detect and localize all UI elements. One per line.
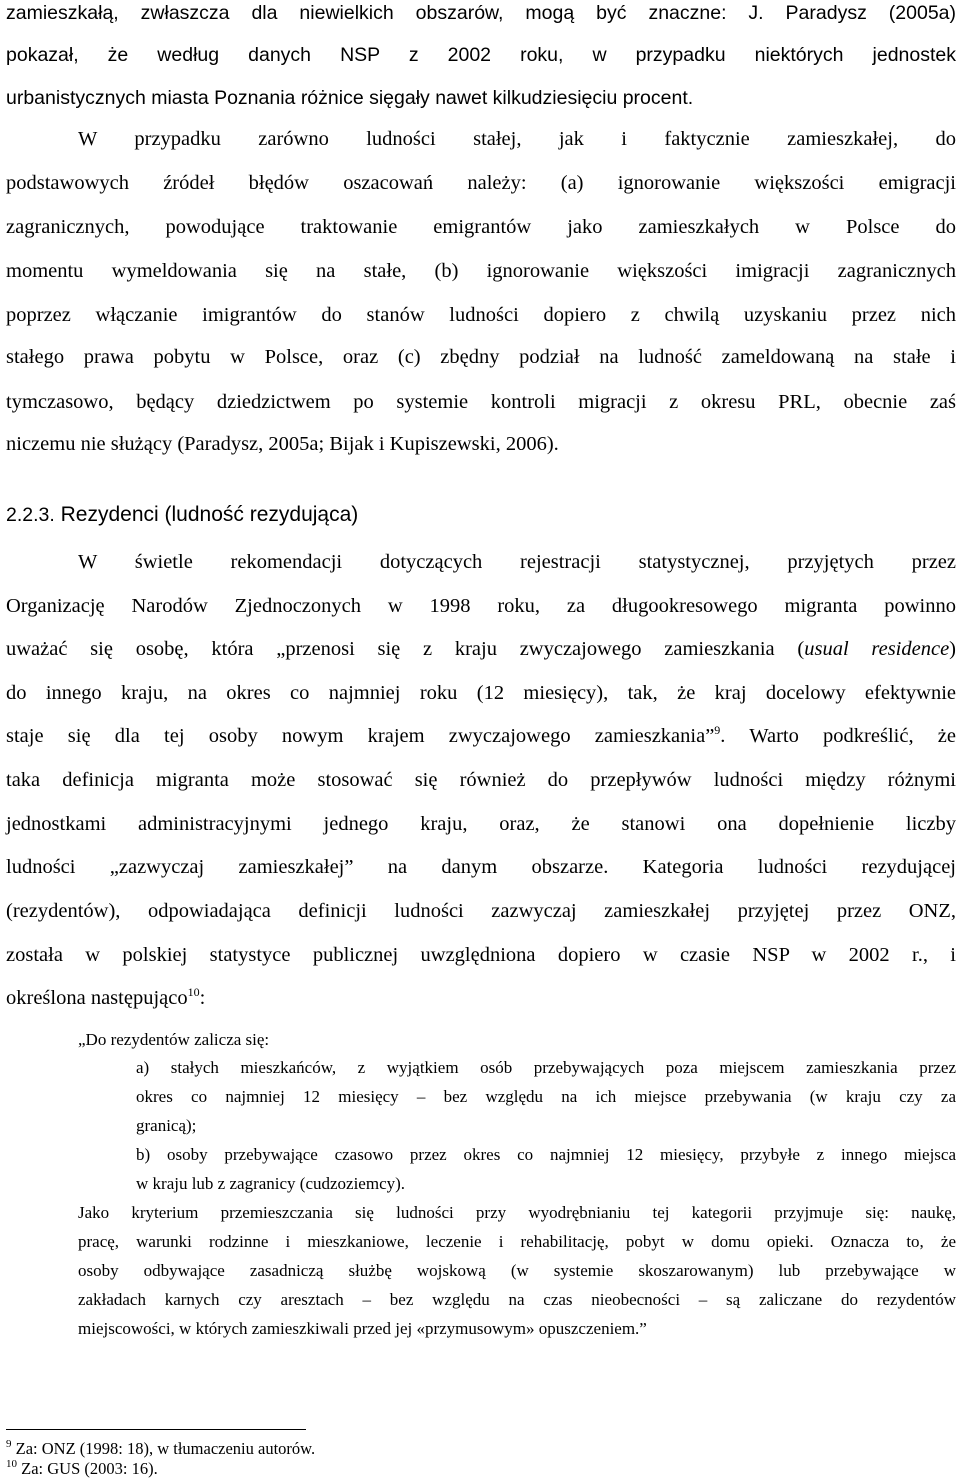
para1-line-4: momentu wymeldowania się na stałe, (b) ignorowanie większości imigracji zagranicznych <box>6 260 956 282</box>
quote-item-a-line-3: granicą); <box>136 1116 197 1135</box>
footnote-10 <box>6 1458 158 1478</box>
para2-line-8: ludności „zazwyczaj zamieszkałej” na danym obszarze. Kategoria ludności rezydującej <box>6 856 956 878</box>
para2-line-11-b: : <box>199 987 206 1009</box>
para2-line-7: jednostkami administracyjnymi jednego kraju, oraz, że stanowi ona dopełnienie liczby <box>6 813 956 835</box>
para2-line-6: taka definicja migranta może stosować się również do przepływów ludności między różnymi <box>6 769 956 791</box>
para1-line-8: niczemu nie służący (Paradysz, 2005a; Bijak i Kupiszewski, 2006). <box>6 433 559 455</box>
para2-line-3-a: uważać się osobę, która „przenosi się z kraju zwyczajowego zamieszkania ( <box>6 638 805 660</box>
para2-line-1: W świetle rekomendacji dotyczących rejestracji statystycznej, przyjętych przez <box>78 551 956 573</box>
quote-criteria-line-4: zakładach karnych czy aresztach – bez względu na czas nieobecności – są zaliczane do rezydentów <box>78 1290 956 1309</box>
footnote-9-text: Za: ONZ (1998: 18), w tłumaczeniu autorów. <box>15 1439 316 1458</box>
quote-criteria-line-1: Jako kryterium przemieszczania się ludności przy wyodrębnianiu tej kategorii przyjmuje się: naukę, <box>78 1203 956 1222</box>
para2-line-9: (rezydentów), odpowiadająca definicji ludności zazwyczaj zamieszkałej przyjętej przez ONZ, <box>6 900 956 922</box>
footnote-9 <box>6 1439 315 1459</box>
para1-line-1: W przypadku zarówno ludności stałej, jak i faktycznie zamieszkałej, do <box>78 128 956 150</box>
para1-line-5: poprzez włączanie imigrantów do stanów ludności dopiero z chwilą uzyskaniu przez nich <box>6 304 956 326</box>
usual-residence-term: usual residence <box>804 638 950 660</box>
quote-item-a-line-1: a) stałych mieszkańców, z wyjątkiem osób przebywających poza miejscem zamieszkania przez <box>136 1058 956 1077</box>
para2-line-5 <box>6 725 956 748</box>
para2-line-4: do innego kraju, na okres co najmniej roku (12 miesięcy), tak, że kraj docelowy efektywnie <box>6 682 956 704</box>
footnote-10-text: Za: GUS (2003: 16). <box>21 1459 158 1478</box>
para2-line-11 <box>6 987 205 1010</box>
footnote-10-number: 10 <box>6 1458 17 1470</box>
section-number: 2.2.3. <box>6 504 55 526</box>
quote-intro: „Do rezydentów zalicza się: <box>78 1030 270 1049</box>
quote-item-a-line-2: okres co najmniej 12 miesięcy – bez względu na ich miejsce przebywania (w kraju czy za <box>136 1087 956 1106</box>
para2-line-11-a: określona następująco <box>6 987 188 1009</box>
footnote-ref-9[interactable]: 9 <box>714 723 721 737</box>
intro-line-2: pokazał, że według danych NSP z 2002 roku, w przypadku niektórych jednostek <box>6 44 956 66</box>
para2-line-2: Organizację Narodów Zjednoczonych w 1998 roku, za długookresowego migranta powinno <box>6 595 956 617</box>
para1-line-7: tymczasowo, będący dziedzictwem po systemie kontroli migracji z okresu PRL, obecnie zaś <box>6 391 956 413</box>
intro-line-3: urbanistycznych miasta Poznania różnice sięgały nawet kilkudziesięciu procent. <box>6 87 694 109</box>
quote-criteria-line-2: pracę, warunki rodzinne i mieszkaniowe, leczenie i rehabilitację, pobyt w domu opieki. Oznacza to, że <box>78 1232 956 1251</box>
section-heading <box>6 503 358 527</box>
footnote-separator <box>6 1429 306 1430</box>
footnote-ref-10[interactable]: 10 <box>187 985 200 999</box>
footnote-9-number: 9 <box>6 1438 12 1450</box>
para1-line-2: podstawowych źródeł błędów oszacowań należy: (a) ignorowanie większości emigracji <box>6 172 956 194</box>
quote-criteria-line-3: osoby odbywające zasadniczą służbę wojskową (w systemie skoszarowanym) lub przebywające w <box>78 1261 956 1280</box>
intro-line-1: zamieszkałą, zwłaszcza dla niewielkich obszarów, mogą być znaczne: J. Paradysz (2005a) <box>6 2 956 24</box>
quote-item-b-line-1: b) osoby przebywające czasowo przez okres co najmniej 12 miesięcy, przybyłe z innego miejsca <box>136 1145 956 1164</box>
para2-line-5-a: staje się dla tej osoby nowym krajem zwyczajowego zamieszkania” <box>6 725 715 747</box>
para1-line-3: zagranicznych, powodujące traktowanie emigrantów jako zamieszkałych w Polsce do <box>6 216 956 238</box>
para2-line-3-b: ) <box>949 638 956 660</box>
section-title: Rezydenci (ludność rezydująca) <box>60 503 359 526</box>
quote-item-b-line-2: w kraju lub z zagranicy (cudzoziemcy). <box>136 1174 406 1193</box>
para2-line-10: została w polskiej statystyce publicznej uwzględniona dopiero w czasie NSP w 2002 r., i <box>6 944 956 966</box>
para1-line-6: stałego prawa pobytu w Polsce, oraz (c) zbędny podział na ludność zameldowaną na stałe i <box>6 346 956 368</box>
quote-criteria-line-5: miejscowości, w których zamieszkiwali przed jej «przymusowym» opuszczeniem.” <box>78 1319 647 1338</box>
para2-line-5-b: . Warto podkreślić, że <box>720 725 956 747</box>
para2-line-3 <box>6 638 956 661</box>
